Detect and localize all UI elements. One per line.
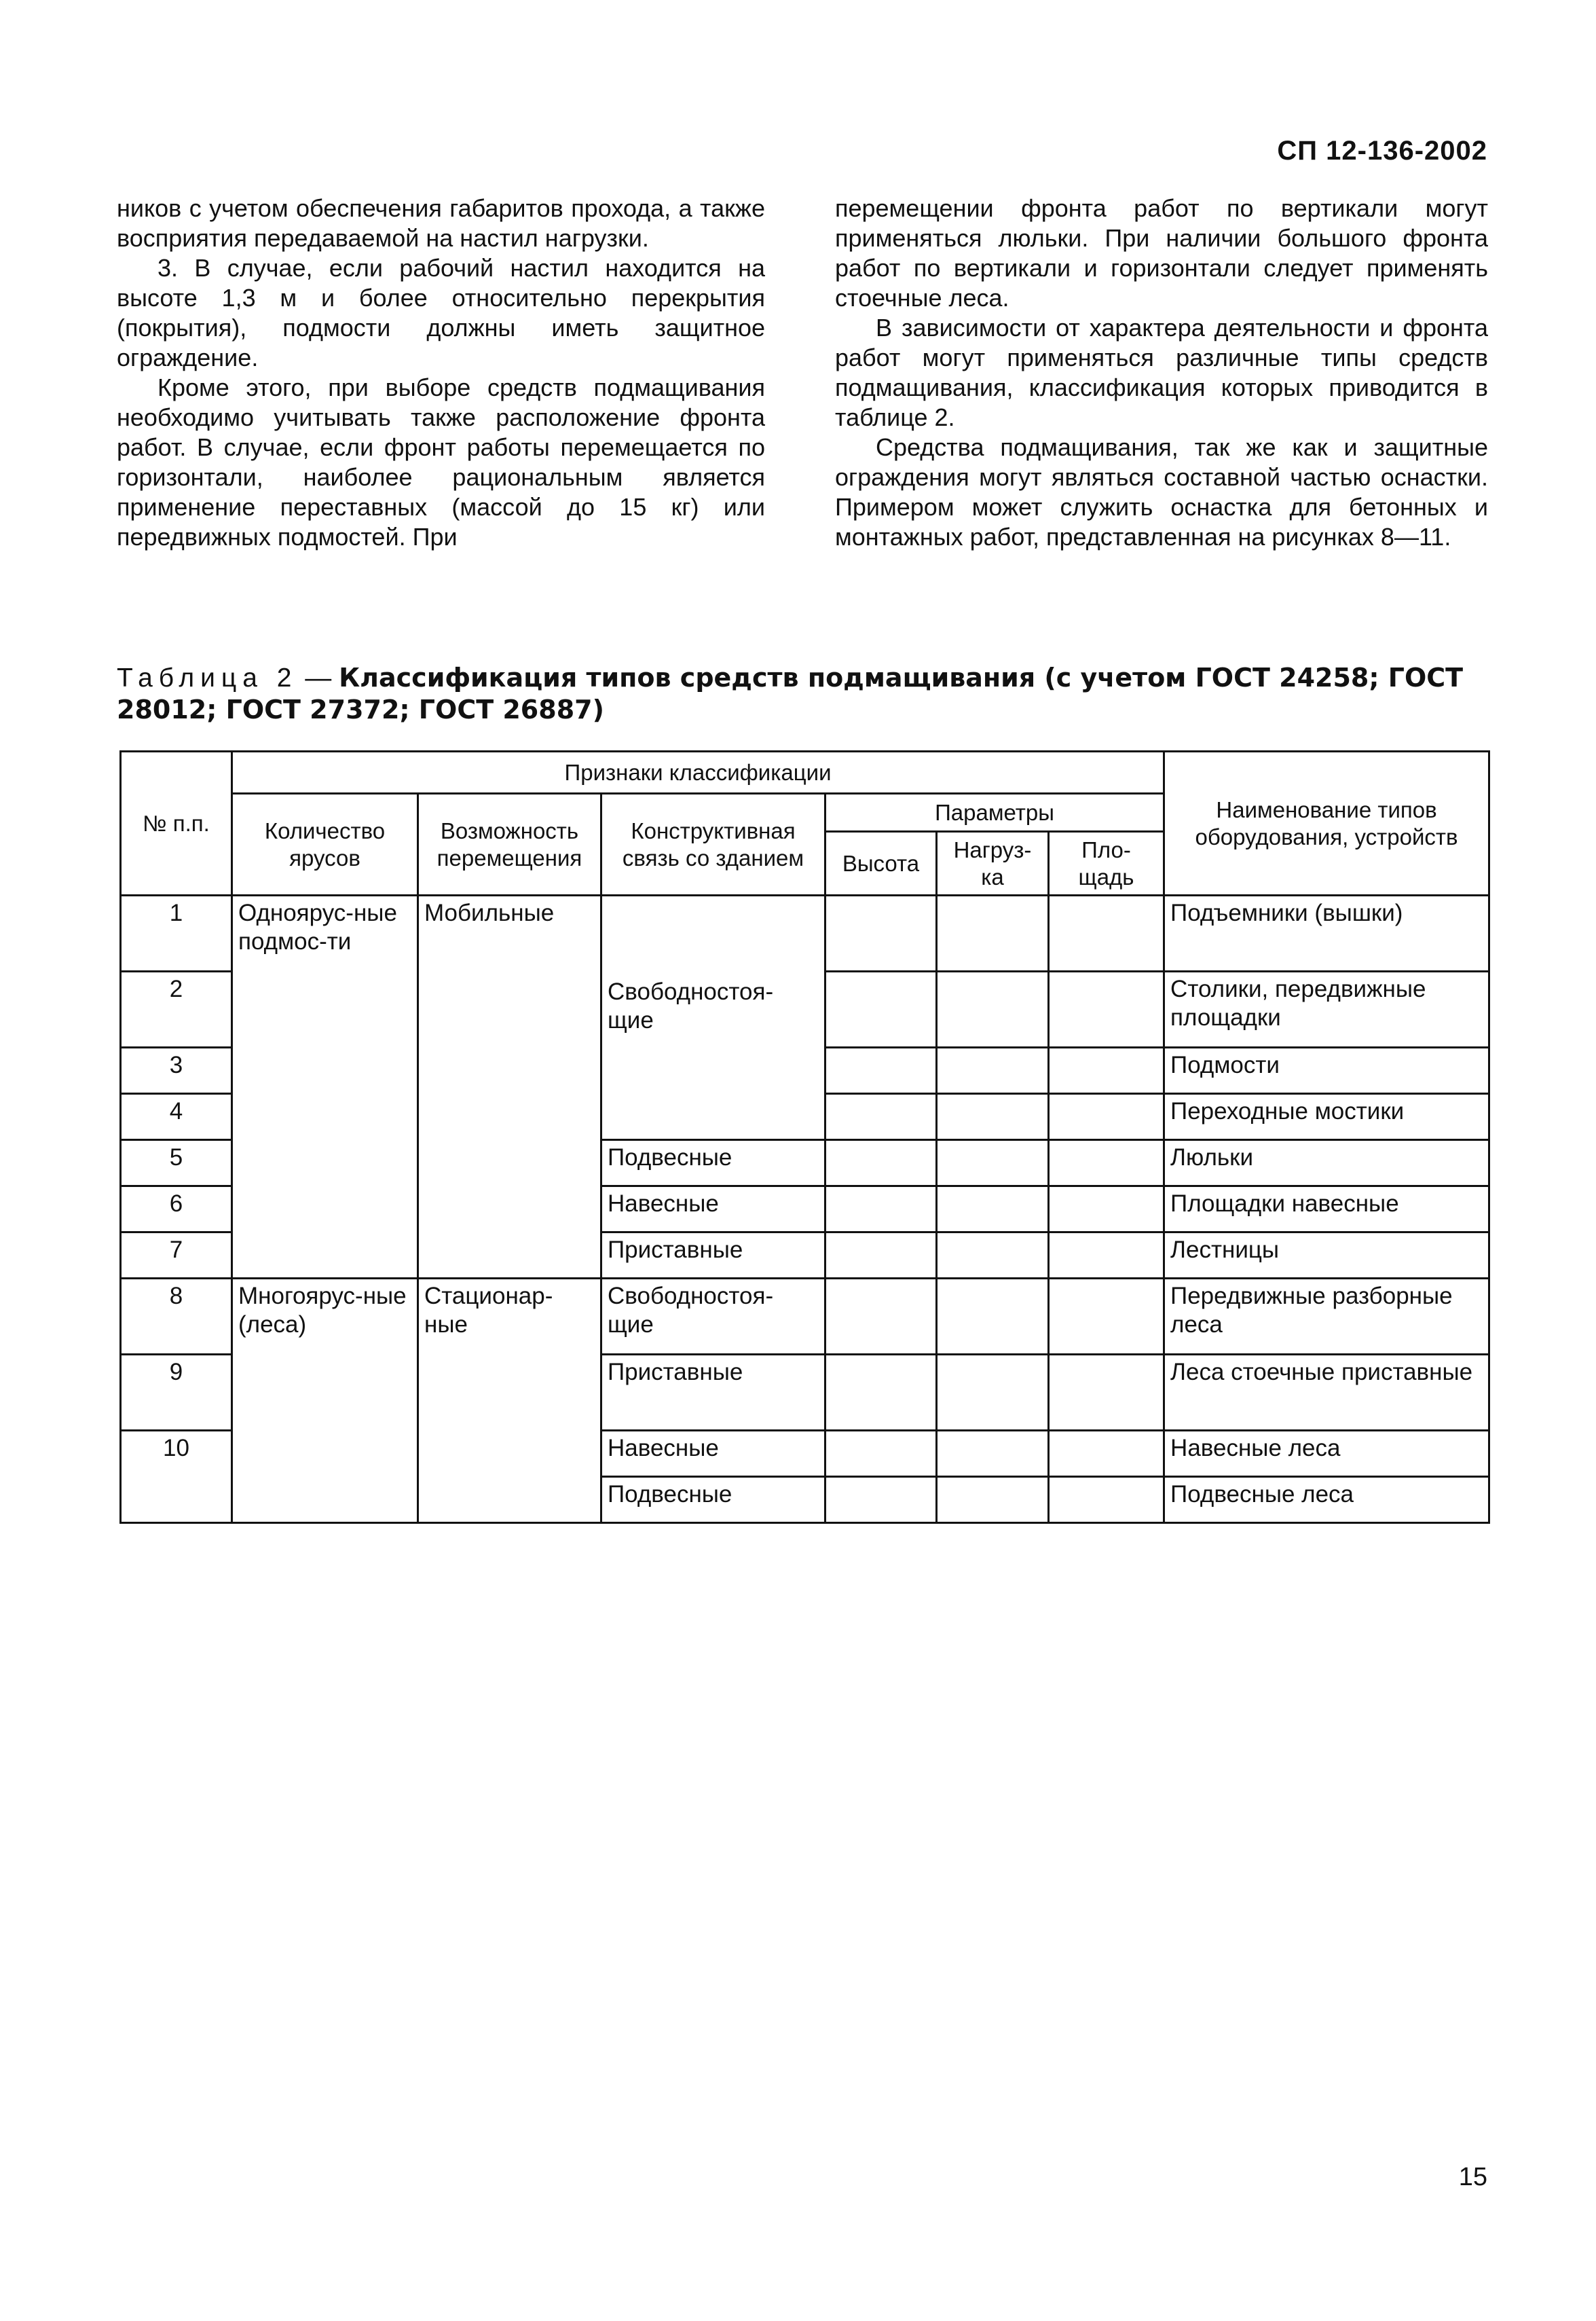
area-cell: [1049, 1048, 1164, 1094]
equipment-name: Подвесные леса: [1164, 1477, 1489, 1523]
height-cell: [825, 1355, 937, 1431]
height-cell: [825, 972, 937, 1048]
document-code: СП 12-136-2002: [1277, 136, 1487, 166]
load-cell: [937, 1140, 1049, 1186]
equipment-name: Подмости: [1164, 1048, 1489, 1094]
load-cell: [937, 1477, 1049, 1523]
connection-cell: Подвесные: [601, 1140, 825, 1186]
table-label: Таблица 2: [117, 663, 298, 693]
height-cell: [825, 1477, 937, 1523]
equipment-name: Столики, передвижные площадки: [1164, 972, 1489, 1048]
height-cell: [825, 896, 937, 972]
left-text-column: [117, 194, 765, 552]
area-cell: [1049, 1140, 1164, 1186]
header-height: Высота: [825, 832, 937, 896]
load-cell: [937, 1431, 1049, 1477]
height-cell: [825, 1140, 937, 1186]
row-num: 7: [121, 1232, 232, 1279]
area-cell: [1049, 1232, 1164, 1279]
row-num: 6: [121, 1186, 232, 1232]
paragraph: Средства подмащивания, так же как и защитные ограждения могут являться составной частью оснастки. Примером может служить оснастка для бетонных и монтажных работ, представленная на рисунках 8—11.: [835, 433, 1488, 551]
height-cell: [825, 1232, 937, 1279]
header-classification: Признаки классификации: [232, 752, 1164, 794]
area-cell: [1049, 896, 1164, 972]
load-cell: [937, 1094, 1049, 1140]
header-equipment-name: Наименование типов оборудования, устройств: [1164, 752, 1489, 896]
table-row: [121, 1279, 1489, 1355]
tiers-single: Одноярус-ные подмос-ти: [232, 896, 418, 1279]
connection-cell: Подвесные: [601, 1477, 825, 1523]
classification-table: [119, 750, 1490, 1524]
area-cell: [1049, 1279, 1164, 1355]
mobility-stationary: Стационар-ные: [418, 1279, 601, 1523]
area-cell: [1049, 1094, 1164, 1140]
load-cell: [937, 1279, 1049, 1355]
right-text-column: [835, 194, 1488, 552]
load-cell: [937, 1232, 1049, 1279]
paragraph: В зависимости от характера деятельности и фронта работ могут применяться различные типы средств подмащивания, классификация которых приводится в таблице 2.: [835, 314, 1488, 431]
height-cell: [825, 1048, 937, 1094]
load-cell: [937, 896, 1049, 972]
header-area: Пло-щадь: [1049, 832, 1164, 896]
equipment-name: Навесные леса: [1164, 1431, 1489, 1477]
table-caption: [117, 662, 1488, 726]
height-cell: [825, 1279, 937, 1355]
area-cell: [1049, 1355, 1164, 1431]
connection-cell: Свободностоя-щие: [601, 1279, 825, 1355]
equipment-name: Подъемники (вышки): [1164, 896, 1489, 972]
header-tiers: Количество ярусов: [232, 794, 418, 896]
row-num: 8: [121, 1279, 232, 1355]
table-row: [121, 896, 1489, 972]
load-cell: [937, 1048, 1049, 1094]
load-cell: [937, 1186, 1049, 1232]
height-cell: [825, 1431, 937, 1477]
equipment-name: Лестницы: [1164, 1232, 1489, 1279]
row-num: 4: [121, 1094, 232, 1140]
height-cell: [825, 1186, 937, 1232]
connection-cell: Навесные: [601, 1186, 825, 1232]
connection-cell: Свободностоя-щие: [601, 896, 825, 1140]
height-cell: [825, 1094, 937, 1140]
header-connection: Конструктивная связь со зданием: [601, 794, 825, 896]
area-cell: [1049, 1186, 1164, 1232]
row-num: 10: [121, 1431, 232, 1523]
caption-dash: —: [297, 663, 339, 693]
connection-cell: Приставные: [601, 1232, 825, 1279]
header-parameters: Параметры: [825, 794, 1164, 832]
row-num: 3: [121, 1048, 232, 1094]
paragraph: перемещении фронта работ по вертикали могут применяться люльки. При наличии большого фронта работ по вертикали и горизонтали следует применять стоечные леса.: [835, 194, 1488, 312]
row-num: 2: [121, 972, 232, 1048]
header-num: № п.п.: [121, 752, 232, 896]
table-title: Классификация типов средств подмащивания (с учетом ГОСТ 24258; ГОСТ 28012; ГОСТ 27372; ГОСТ 26887): [117, 663, 1464, 725]
equipment-name: Люльки: [1164, 1140, 1489, 1186]
area-cell: [1049, 1477, 1164, 1523]
row-num: 5: [121, 1140, 232, 1186]
row-num: 1: [121, 896, 232, 972]
paragraph: Кроме этого, при выборе средств подмащивания необходимо учитывать также расположение фронта работ. В случае, если фронт работы перемещается по горизонтали, наиболее рациональным является применение переставных (массой до 15 кг) или передвижных подмостей. При: [117, 373, 765, 551]
area-cell: [1049, 972, 1164, 1048]
paragraph: 3. В случае, если рабочий настил находится на высоте 1,3 м и более относительно перекрытия (покрытия), подмости должны иметь защитное ограждение.: [117, 254, 765, 371]
mobility-mobile: Мобильные: [418, 896, 601, 1279]
tiers-multi: Многоярус-ные (леса): [232, 1279, 418, 1523]
paragraph: ников с учетом обеспечения габаритов прохода, а также восприятия передаваемой на настил нагрузки.: [117, 194, 765, 252]
connection-cell: Приставные: [601, 1355, 825, 1431]
connection-cell: Навесные: [601, 1431, 825, 1477]
equipment-name: Передвижные разборные леса: [1164, 1279, 1489, 1355]
page-number: 15: [1458, 2163, 1487, 2191]
header-mobility: Возможность перемещения: [418, 794, 601, 896]
equipment-name: Переходные мостики: [1164, 1094, 1489, 1140]
load-cell: [937, 972, 1049, 1048]
header-load: Нагруз-ка: [937, 832, 1049, 896]
row-num: 9: [121, 1355, 232, 1431]
load-cell: [937, 1355, 1049, 1431]
equipment-name: Площадки навесные: [1164, 1186, 1489, 1232]
equipment-name: Леса стоечные приставные: [1164, 1355, 1489, 1431]
area-cell: [1049, 1431, 1164, 1477]
